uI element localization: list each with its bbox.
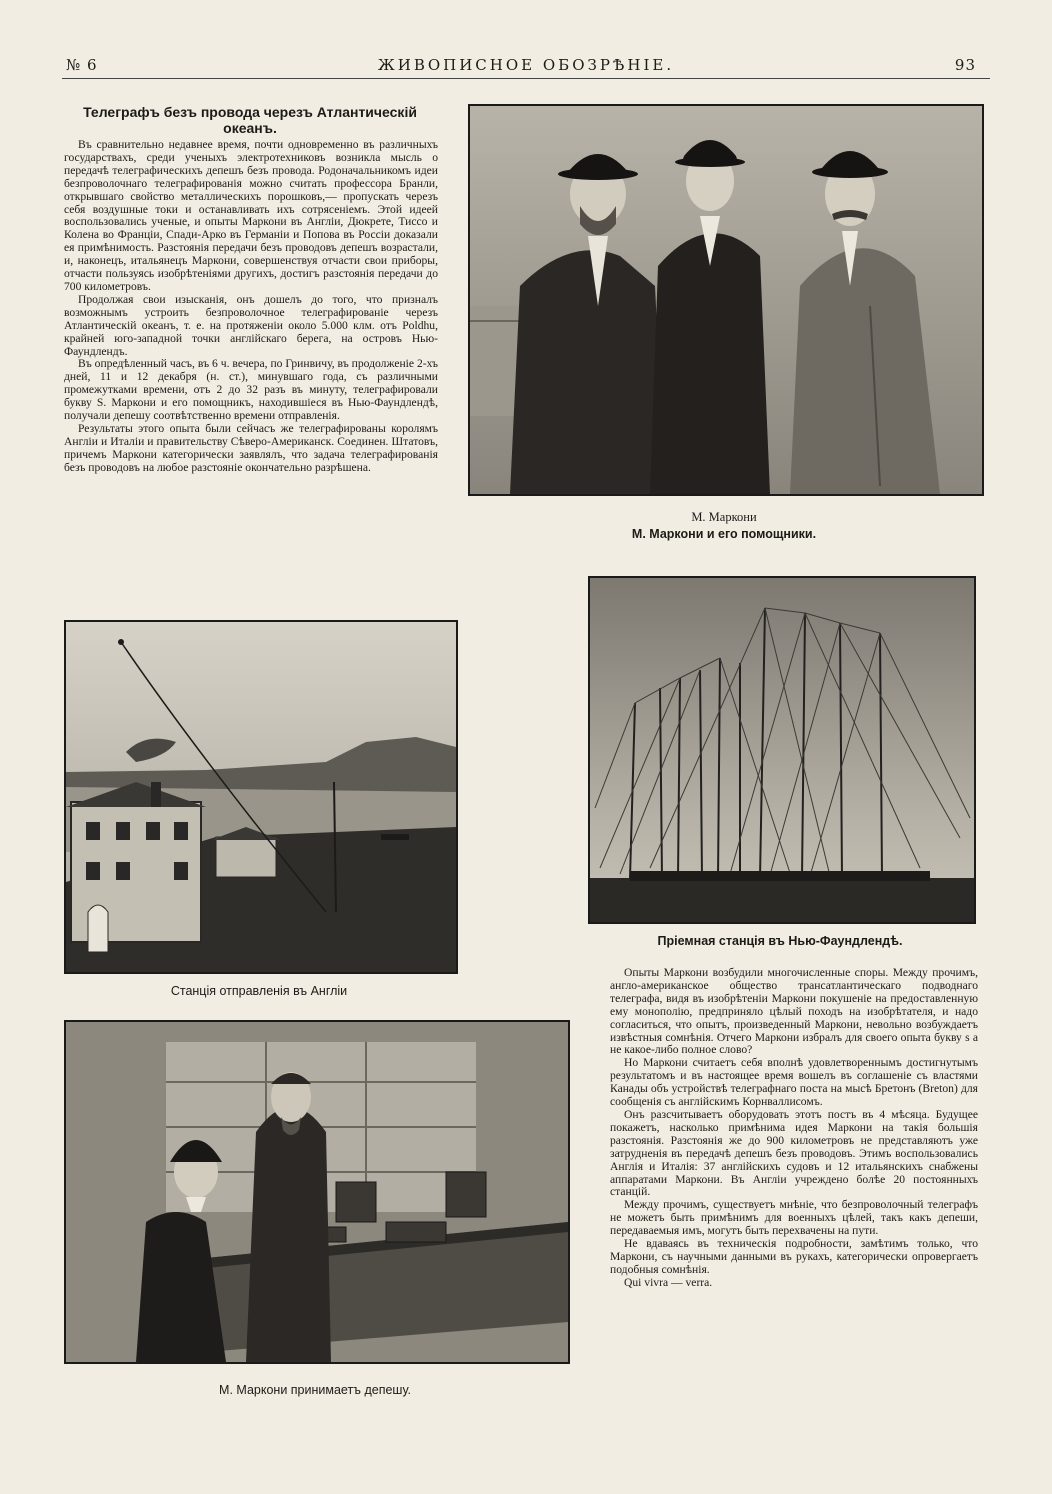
paragraph: Но Маркони считаетъ себя вполнѣ удовлетвореннымъ достигнутымъ результатомъ и въ настоящее время вошелъ въ соглашеніе съ властями Канады объ устройствѣ телеграфнаго поста на мысѣ Бретонъ (Breton) для сообщенія съ англійскимъ Корнваллисомъ. xyxy=(610,1056,978,1109)
paragraph: Qui vivra — verra. xyxy=(624,1275,713,1289)
antenna-caption: Пріемная станція въ Нью-Фаундлендѣ. xyxy=(657,934,903,948)
left-text-column xyxy=(64,139,438,475)
portrait-caption: М. Маркони и его помощники. xyxy=(631,527,817,541)
marconi-portrait-photo xyxy=(468,104,984,496)
antenna-station-photo xyxy=(588,576,976,924)
article-title: Телеграфъ безъ провода черезъ Атлантическій океанъ. xyxy=(83,104,417,136)
marconi-operator-photo xyxy=(64,1020,570,1364)
issue-number: № 6 xyxy=(66,56,98,74)
paragraph: Онъ разсчитываетъ оборудовать этотъ постъ въ 4 мѣсяца. Будущее покажетъ, насколько примѣнима идея Маркони на такія большія разстоянія. Разстоянія же до 900 километровъ не представляютъ уже затрудненія въ передачѣ депешъ безъ проводовъ. Этимъ воспользовались Англія и Италія: 37 англійскихъ судовъ и 12 итальянскихъ снабжены аппаратами Маркони. Въ Англіи учреждено болѣе 20 постоянныхъ станцій. xyxy=(610,1107,978,1199)
right-text-column xyxy=(610,967,978,1290)
paragraph: Опыты Маркони возбудили многочисленные споры. Между прочимъ, англо-американское общество трансатлантическаго подводнаго телеграфа, видя въ изобрѣтеніи Маркони покушеніе на предоставленную ему монополію, предприняло цѣлый походъ на изобрѣтателя, и надо согласиться, что опытъ, произведенный Маркони, невольно возбуждаетъ извѣстныя сомнѣнія. Отчего Маркони избралъ для своего опыта букву s а не какое-либо полное слово? xyxy=(610,966,978,1057)
station-caption: Станція отправленія въ Англіи xyxy=(170,984,348,998)
transmitting-station-photo xyxy=(64,620,458,974)
paragraph: Продолжая свои изысканія, онъ дошелъ до того, что призналъ возможнымъ устроить безпроволочное телеграфированіе черезъ Атлантическій океанъ, т. е. на протяженіи около 5.000 клм. отъ Poldhu, крайней юго-западной точки англійскаго берега, на островъ Нью-Фаундлендъ. xyxy=(64,292,438,358)
portrait-subcaption: М. Маркони xyxy=(691,510,757,524)
page-number: 93 xyxy=(954,56,976,74)
paragraph: Въ опредѣленный часъ, въ 6 ч. вечера, по Гринвичу, въ продолженіе 2-хъ дней, 11 и 12 декабря (н. ст.), минувшаго года, съ различными промежутками времени, отъ 2 до 32 разъ въ минуту, телеграфировали букву S. Маркони и его помощникъ, находившіеся въ Нью-Фаундлендѣ, получали депешу соотвѣтственно времени отправленія. xyxy=(64,357,438,423)
operator-caption: М. Маркони принимаетъ депешу. xyxy=(219,1383,411,1397)
paragraph: Между прочимъ, существуетъ мнѣніе, что безпроволочный телеграфъ не можетъ быть примѣнимъ для военныхъ цѣлей, такъ какъ депеши, передаваемыя имъ, могутъ быть перехвачены на пути. xyxy=(610,1198,978,1238)
header-rule xyxy=(62,78,990,79)
paragraph: Не вдаваясь въ техническія подробности, замѣтимъ только, что Маркони, съ научными данными въ рукахъ, категорически опровергаетъ подобныя сомнѣнія. xyxy=(610,1237,978,1276)
paragraph: Въ сравнительно недавнее время, почти одновременно въ различныхъ государствахъ, среди ученыхъ электротехниковъ возникла мысль о передачѣ телеграфическихъ депешъ безъ провода. Родоначальникомъ идеи безпроволочнаго телеграфированія можно считать профессора Бранли, открывшаго свойство металлическихъ порошковъ,— пропускать черезъ себя воздушные токи и останавливать ихъ сотрясеніемъ. Этой идеей воспользовались ученые, и опыты Маркони въ Англіи, Дюкрете, Тиссо и Колена во Франціи, Спади-Арко въ Германіи и Попова въ Россіи доказали ея примѣнимость. Разстоянія передачи безъ проводовъ депешъ возрастали, и, наконецъ, итальянецъ Маркони, совершенствуя отчасти свои приборы, отчасти пользуясь изобрѣтеніями другихъ, достигъ разстоянія передачи до 700 километровъ. xyxy=(64,138,438,293)
journal-title: ЖИВОПИСНОЕ ОБОЗРѢНІЕ. xyxy=(377,56,675,74)
paragraph: Результаты этого опыта были сейчасъ же телеграфированы королямъ Англіи и Италіи и правительству Сѣверо-Американск. Соединен. Штатовъ, причемъ Маркони категорически заявлялъ, что задача телеграфированія безъ проводовъ на любое разстояніе окончательно разрѣшена. xyxy=(64,421,438,474)
